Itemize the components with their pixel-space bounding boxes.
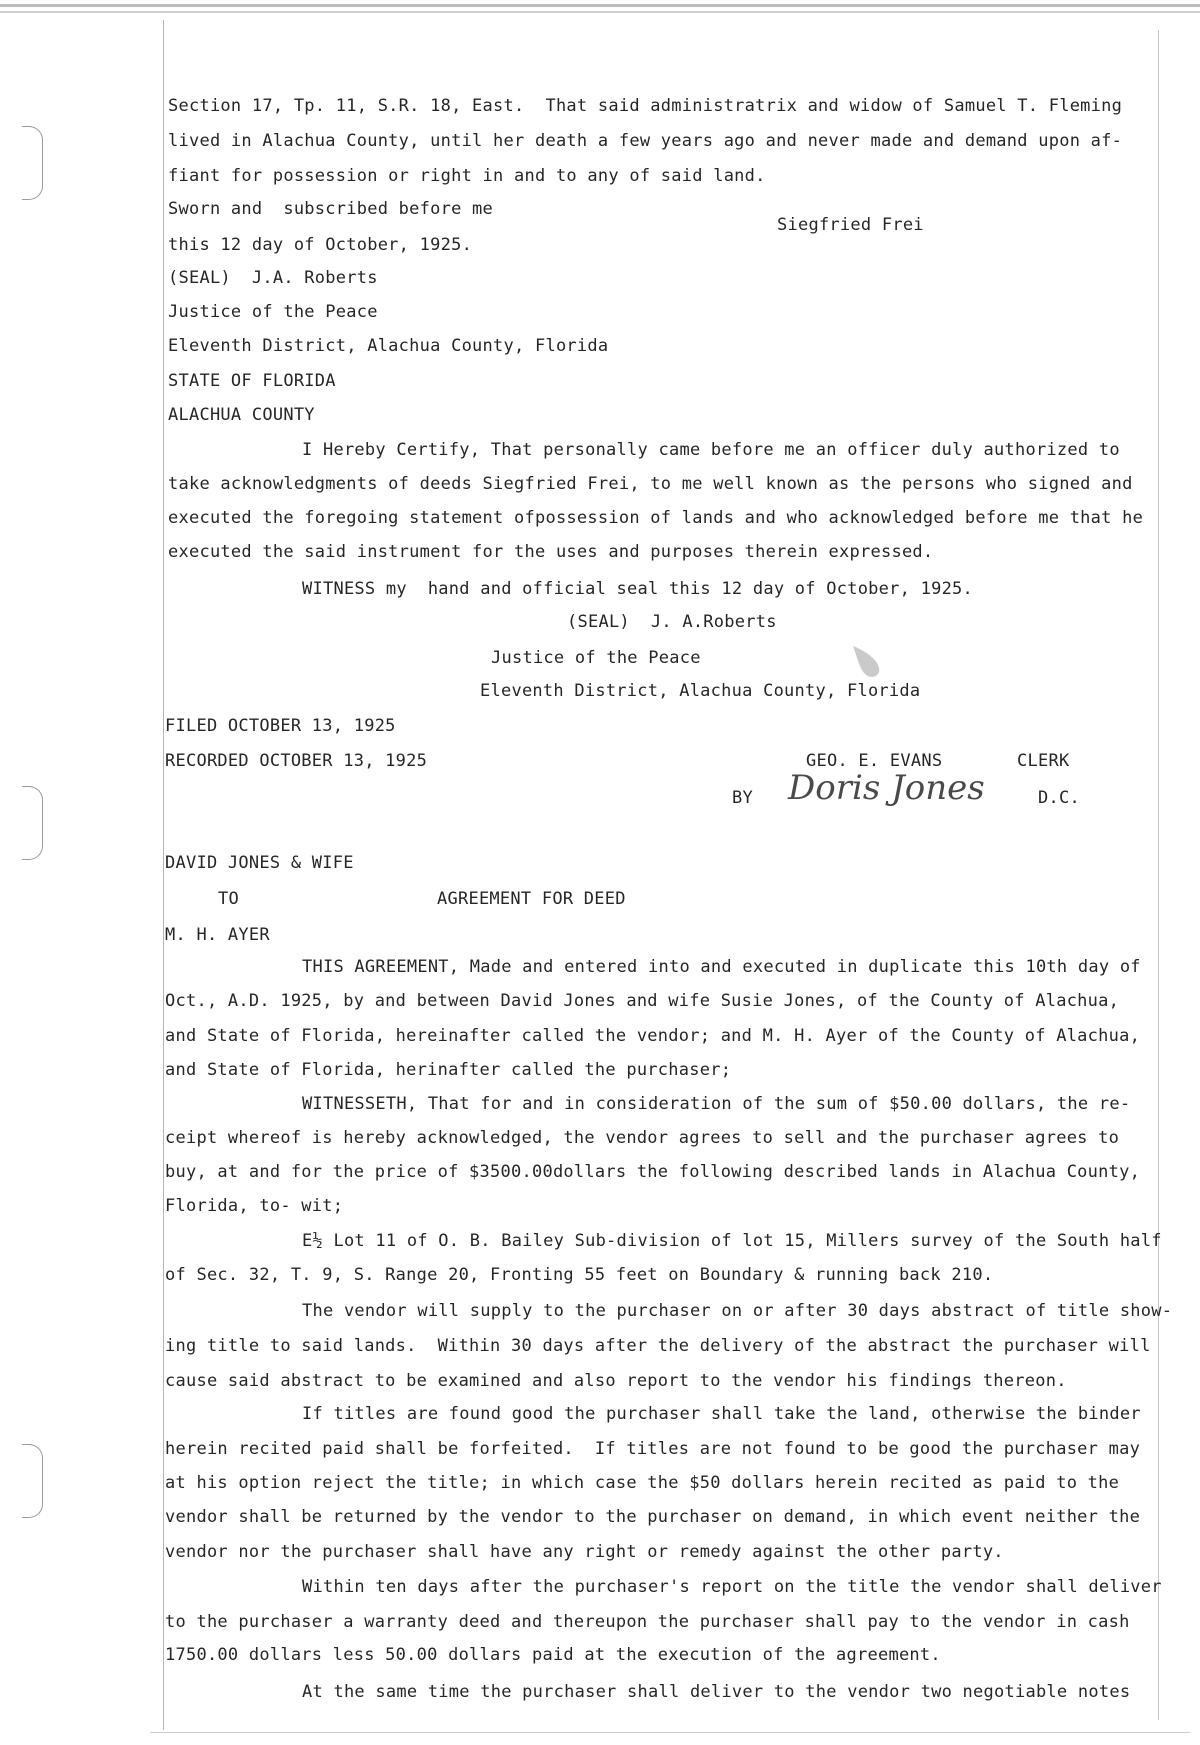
text-line: ceipt whereof is hereby acknowledged, the vendor agrees to sell and the purchaser agrees to [165, 1128, 1120, 1148]
text-line: FILED OCTOBER 13, 1925 [165, 716, 396, 736]
text-line: at his option reject the title; in which case the $50 dollars herein recited as paid to the [165, 1473, 1120, 1493]
text-line: Within ten days after the purchaser's report on the title the vendor shall deliver [302, 1577, 1162, 1597]
top-border-rule [0, 4, 1200, 7]
section-heading: AGREEMENT FOR DEED [437, 889, 626, 909]
affiant-signature-name: Siegfried Frei [777, 215, 924, 235]
text-line: Justice of the Peace [168, 302, 378, 322]
text-line: TO [218, 889, 239, 909]
text-line: Justice of the Peace [491, 648, 701, 668]
text-line: Oct., A.D. 1925, by and between David Jones and wife Susie Jones, of the County of Alachua, [165, 991, 1120, 1011]
top-border-rule-secondary [0, 11, 1200, 13]
by-label: BY [732, 788, 753, 808]
text-line: executed the foregoing statement ofpossession of lands and who acknowledged before me that he [168, 508, 1144, 528]
bottom-border-rule [150, 1732, 1190, 1733]
text-line: cause said abstract to be examined and also report to the vendor his findings thereon. [165, 1371, 1067, 1391]
text-line: of Sec. 32, T. 9, S. Range 20, Fronting 55 feet on Boundary & running back 210. [165, 1265, 994, 1285]
text-line: this 12 day of October, 1925. [168, 235, 473, 255]
text-line: (SEAL) J. A.Roberts [567, 612, 777, 632]
text-line: I Hereby Certify, That personally came before me an officer duly authorized to [302, 440, 1120, 460]
text-line: ing title to said lands. Within 30 days after the delivery of the abstract the purchaser will [165, 1336, 1151, 1356]
binder-hole-top [22, 126, 43, 200]
text-line: If titles are found good the purchaser shall take the land, otherwise the binder [302, 1404, 1141, 1424]
text-line: THIS AGREEMENT, Made and entered into and executed in duplicate this 10th day of [302, 957, 1141, 977]
text-line: herein recited paid shall be forfeited. If titles are not found to be good the purchaser may [165, 1439, 1141, 1459]
text-line: lived in Alachua County, until her death a few years ago and never made and demand upon af- [168, 131, 1123, 151]
seal-mark-icon [847, 642, 887, 682]
text-line: At the same time the purchaser shall deliver to the vendor two negotiable notes [302, 1682, 1131, 1702]
right-margin-line [1158, 30, 1159, 1720]
clerk-name: GEO. E. EVANS [806, 751, 943, 771]
binder-hole-bottom [22, 1444, 43, 1518]
text-line: buy, at and for the price of $3500.00dollars the following described lands in Alachua County, [165, 1162, 1141, 1182]
left-margin-line [163, 20, 164, 1730]
text-line: (SEAL) J.A. Roberts [168, 268, 378, 288]
text-line: RECORDED OCTOBER 13, 1925 [165, 751, 428, 771]
text-line: take acknowledgments of deeds Siegfried Frei, to me well known as the persons who signed and [168, 474, 1133, 494]
deputy-clerk-signature: Doris Jones [788, 768, 985, 808]
text-line: WITNESS my hand and official seal this 12 day of October, 1925. [302, 579, 974, 599]
text-line: Florida, to- wit; [165, 1196, 344, 1216]
text-line: and State of Florida, herinafter called the purchaser; [165, 1060, 732, 1080]
text-line: to the purchaser a warranty deed and thereupon the purchaser shall pay to the vendor in cash [165, 1612, 1130, 1632]
text-line: E½ Lot 11 of O. B. Bailey Sub-division of lot 15, Millers survey of the South half [302, 1231, 1162, 1251]
text-line: Eleventh District, Alachua County, Florida [168, 336, 609, 356]
text-line: STATE OF FLORIDA [168, 371, 336, 391]
text-line: DAVID JONES & WIFE [165, 853, 354, 873]
text-line: M. H. AYER [165, 925, 270, 945]
text-line: fiant for possession or right in and to any of said land. [168, 166, 766, 186]
text-line: Section 17, Tp. 11, S.R. 18, East. That said administratrix and widow of Samuel T. Fleming [168, 96, 1123, 116]
text-line: 1750.00 dollars less 50.00 dollars paid at the execution of the agreement. [165, 1645, 941, 1665]
text-line: Sworn and subscribed before me [168, 199, 494, 219]
text-line: vendor shall be returned by the vendor to the purchaser on demand, in which event neither the [165, 1507, 1141, 1527]
clerk-title: CLERK [1017, 751, 1070, 771]
text-line: WITNESSETH, That for and in consideration of the sum of $50.00 dollars, the re- [302, 1094, 1131, 1114]
text-line: ALACHUA COUNTY [168, 405, 315, 425]
text-line: Eleventh District, Alachua County, Florida [480, 681, 921, 701]
text-line: The vendor will supply to the purchaser on or after 30 days abstract of title show- [302, 1301, 1173, 1321]
text-line: vendor nor the purchaser shall have any right or remedy against the other party. [165, 1542, 1004, 1562]
binder-hole-middle [22, 786, 43, 860]
deputy-clerk-title: D.C. [1038, 788, 1080, 808]
text-line: and State of Florida, hereinafter called the vendor; and M. H. Ayer of the County of Alachua, [165, 1026, 1141, 1046]
text-line: executed the said instrument for the uses and purposes therein expressed. [168, 542, 934, 562]
